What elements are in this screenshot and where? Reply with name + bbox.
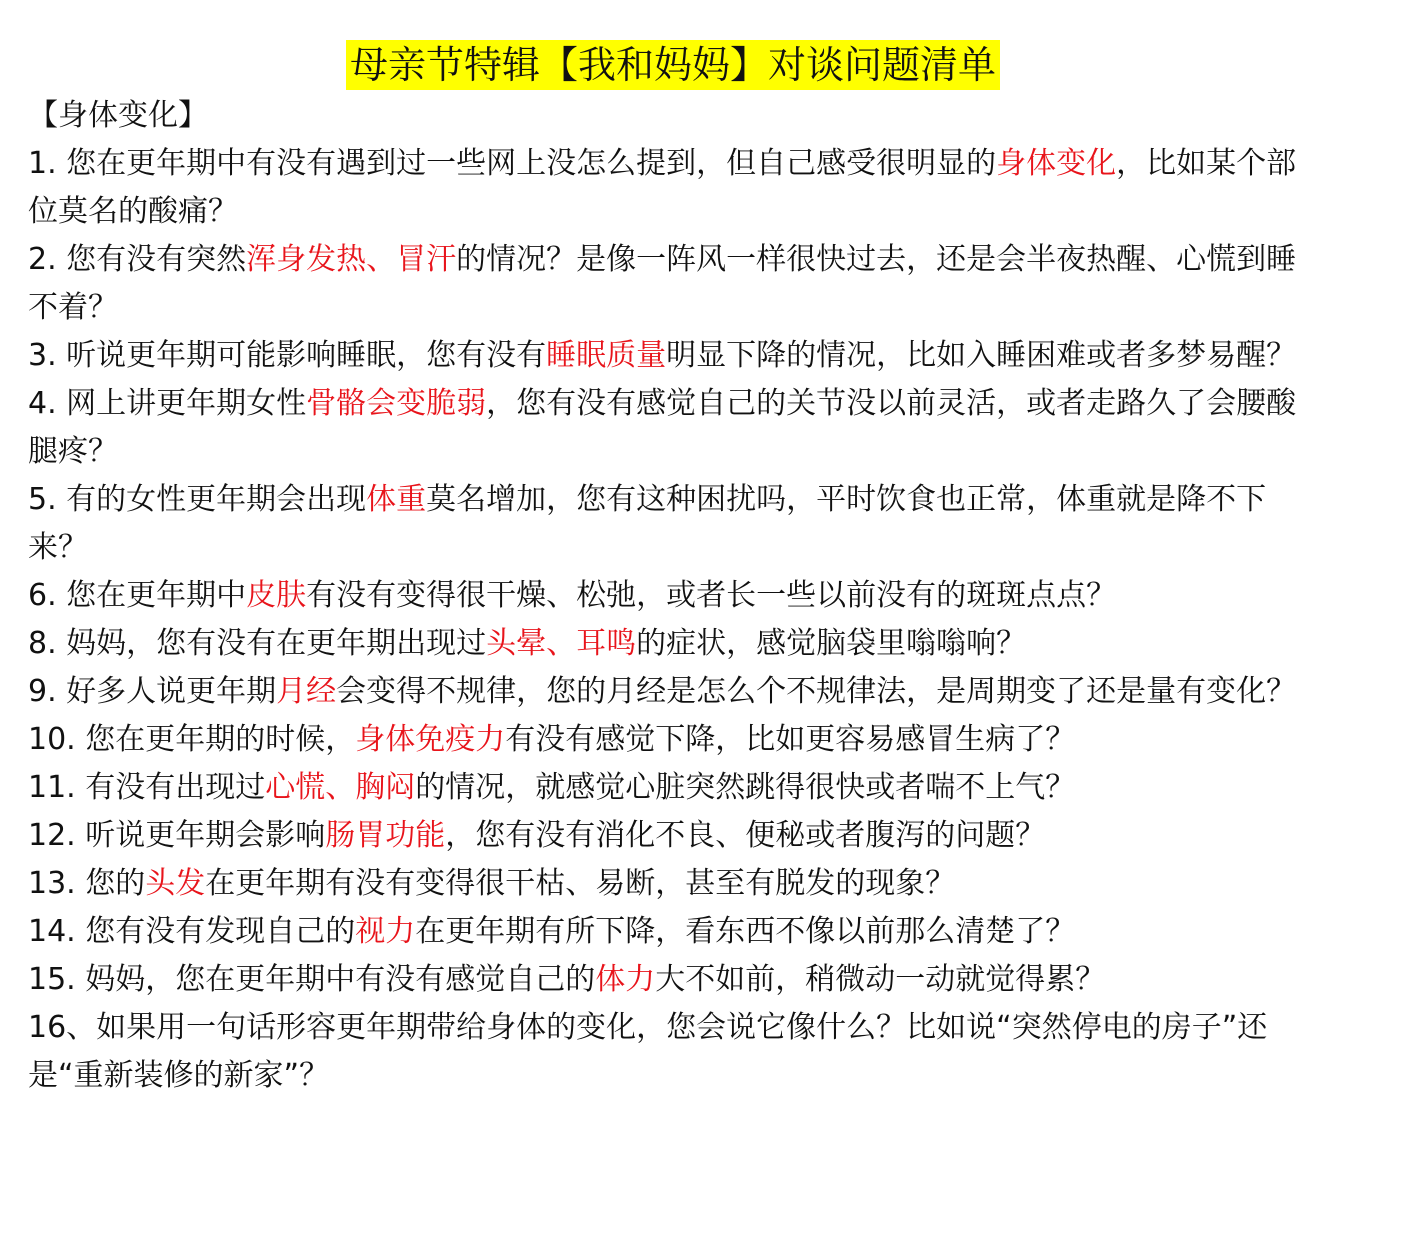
question-text-tail: 在更年期有没有变得很干枯、易断，甚至有脱发的现象？: [205, 866, 956, 901]
question-item: [28, 668, 1318, 716]
question-item: [28, 956, 1318, 1004]
question-text: 14. 您有没有发现自己的: [28, 914, 356, 949]
question-highlight: 身体变化: [996, 146, 1117, 181]
question-text: 16、如果用一句话形容更年期带给身体的变化，您会说它像什么？比如说“突然停电的房子”还是“重新装修的新家”？: [28, 1010, 1268, 1093]
question-text: 1. 您在更年期中有没有遇到过一些网上没怎么提到，但自己感受很明显的: [28, 146, 997, 181]
question-text: 6. 您在更年期中: [28, 578, 247, 613]
question-highlight: 浑身发热、冒汗: [246, 242, 457, 277]
question-text-tail: 会变得不规律，您的月经是怎么个不规律法，是周期变了还是量有变化？: [336, 674, 1297, 709]
question-item: [28, 1004, 1318, 1100]
question-text-tail: ，比如某个部位莫名的酸痛？: [28, 146, 1297, 229]
question-highlight: 皮肤: [246, 578, 307, 613]
question-item: [28, 716, 1318, 764]
question-item: [28, 812, 1318, 860]
question-text-tail: ，您有没有消化不良、便秘或者腹泻的问题？: [445, 818, 1046, 853]
question-highlight: 头晕、耳鸣: [486, 626, 637, 661]
question-highlight: 身体免疫力: [355, 722, 506, 757]
question-text: 2. 您有没有突然: [28, 242, 247, 277]
question-text: 4. 网上讲更年期女性: [28, 386, 307, 421]
question-item: [28, 908, 1318, 956]
question-text-tail: 在更年期有所下降，看东西不像以前那么清楚了？: [415, 914, 1076, 949]
question-item: [28, 860, 1318, 908]
question-item: [28, 764, 1318, 812]
question-list: [28, 140, 1318, 1100]
question-text: 12. 听说更年期会影响: [28, 818, 326, 853]
question-text-tail: 的情况，就感觉心脏突然跳得很快或者喘不上气？: [415, 770, 1076, 805]
question-highlight: 肠胃功能: [325, 818, 446, 853]
question-highlight: 骨骼会变脆弱: [306, 386, 487, 421]
question-item: [28, 572, 1318, 620]
question-text-tail: 有没有感觉下降，比如更容易感冒生病了？: [505, 722, 1076, 757]
question-text-tail: 的情况？是像一阵风一样很快过去，还是会半夜热醒、心慌到睡不着？: [28, 242, 1297, 325]
question-highlight: 心慌、胸闷: [265, 770, 416, 805]
question-text: 9. 好多人说更年期: [28, 674, 277, 709]
question-highlight: 头发: [145, 866, 206, 901]
question-text: 3. 听说更年期可能影响睡眠，您有没有: [28, 338, 547, 373]
question-highlight: 月经: [276, 674, 337, 709]
question-text: 13. 您的: [28, 866, 146, 901]
question-text: 10. 您在更年期的时候，: [28, 722, 356, 757]
question-text-tail: 明显下降的情况，比如入睡困难或者多梦易醒？: [666, 338, 1297, 373]
question-text: 5. 有的女性更年期会出现: [28, 482, 367, 517]
question-text: 8. 妈妈，您有没有在更年期出现过: [28, 626, 487, 661]
question-item: [28, 332, 1318, 380]
question-item: [28, 140, 1318, 236]
question-item: [28, 476, 1318, 572]
question-text-tail: ，您有没有感觉自己的关节没以前灵活，或者走路久了会腰酸腿疼？: [28, 386, 1297, 469]
title-wrap: [28, 40, 1318, 94]
question-highlight: 体力: [595, 962, 656, 997]
question-highlight: 体重: [366, 482, 427, 517]
section-heading: 【身体变化】: [28, 98, 208, 133]
question-text-tail: 有没有变得很干燥、松弛，或者长一些以前没有的斑斑点点？: [306, 578, 1117, 613]
document-page: [28, 40, 1318, 1100]
question-highlight: 睡眠质量: [546, 338, 667, 373]
page-title: 母亲节特辑【我和妈妈】对谈问题清单: [346, 40, 1000, 90]
question-text-tail: 大不如前，稍微动一动就觉得累？: [655, 962, 1106, 997]
question-highlight: 视力: [355, 914, 416, 949]
question-text: 15. 妈妈，您在更年期中有没有感觉自己的: [28, 962, 596, 997]
question-text-tail: 的症状，感觉脑袋里嗡嗡响？: [636, 626, 1027, 661]
question-text: 11. 有没有出现过: [28, 770, 266, 805]
question-item: [28, 620, 1318, 668]
question-item: [28, 380, 1318, 476]
question-item: [28, 236, 1318, 332]
question-text-tail: 莫名增加，您有这种困扰吗，平时饮食也正常，体重就是降不下来？: [28, 482, 1267, 565]
